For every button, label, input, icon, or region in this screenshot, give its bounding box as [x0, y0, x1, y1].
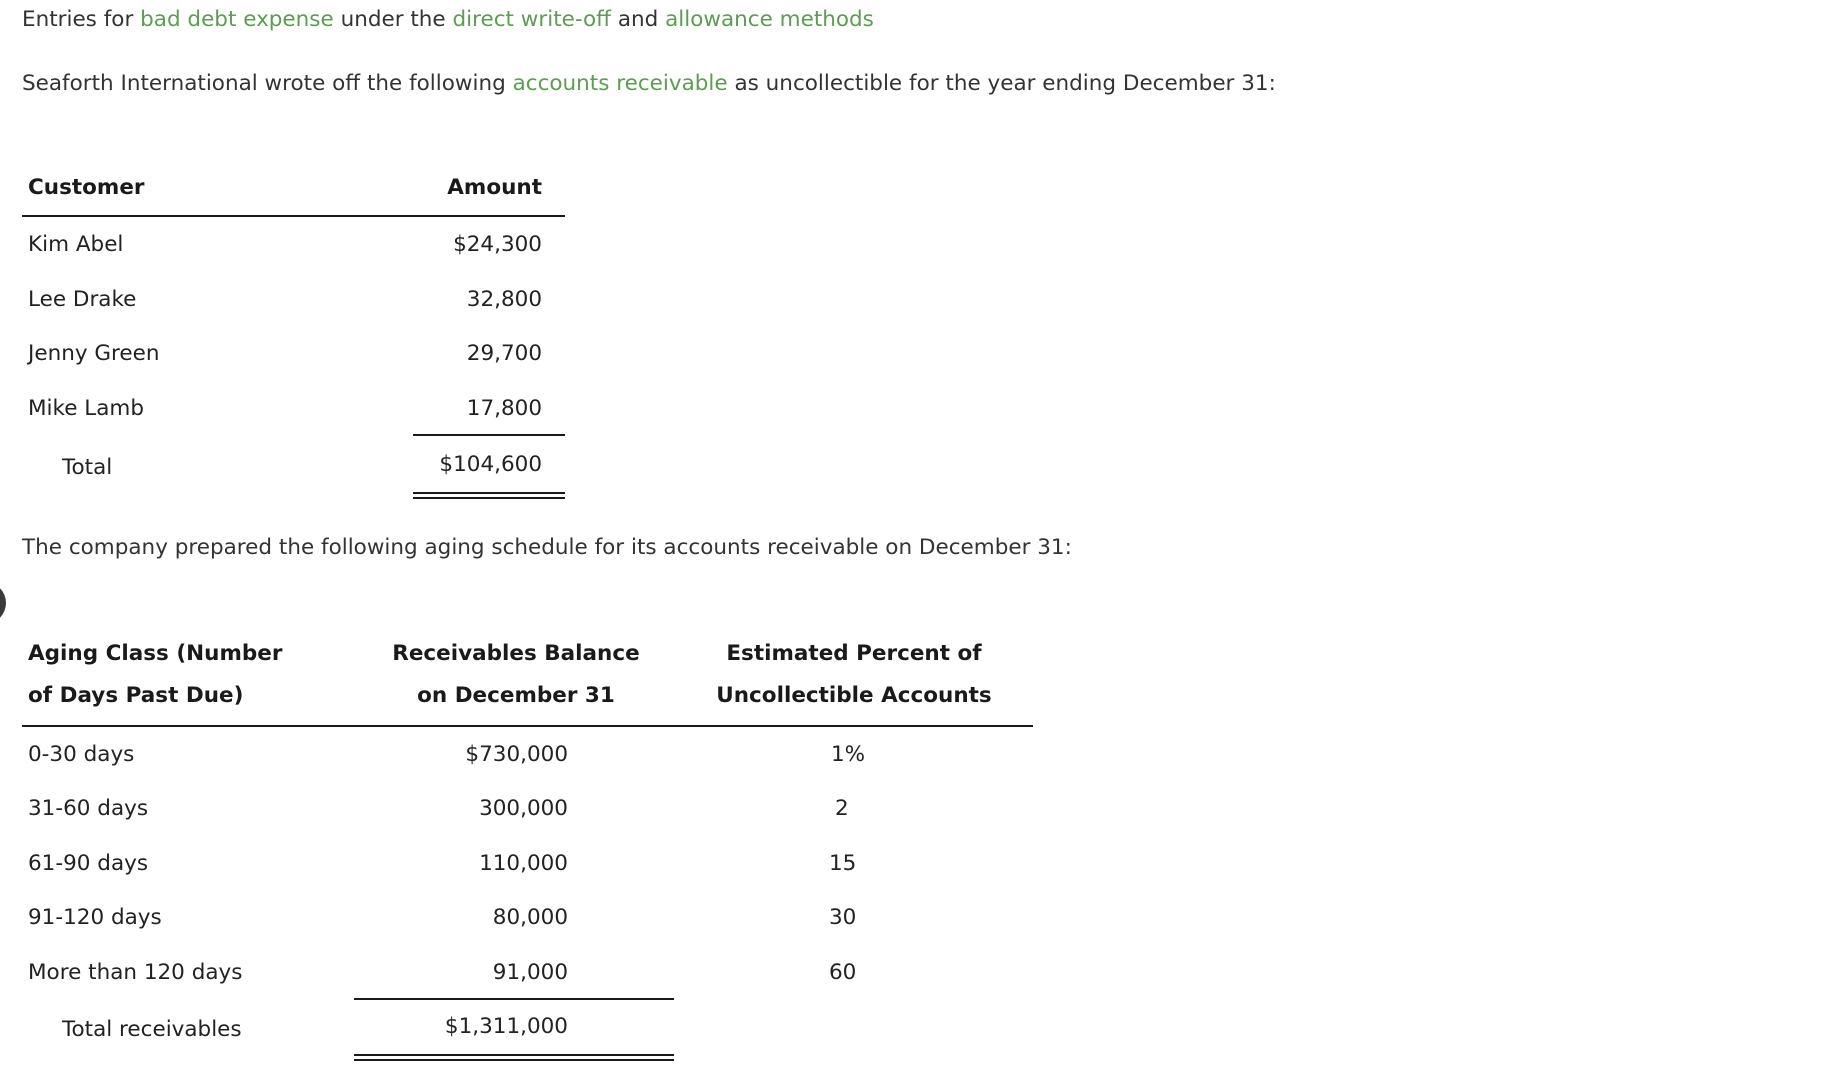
allowance-methods-link[interactable]: allowance methods: [665, 7, 874, 32]
header-rule: [22, 215, 565, 217]
balance-header-line2: on December 31: [417, 683, 615, 708]
aging-intro-paragraph: The company prepared the following aging schedule for its accounts receivable on December 31:: [22, 535, 1072, 560]
writeoff-row-amount: 29,700: [466, 341, 542, 366]
side-tab-handle[interactable]: [0, 582, 6, 624]
customer-header: Customer: [28, 175, 145, 200]
aging-row-percent: 1%: [831, 742, 866, 767]
writeoff-row-customer: Kim Abel: [28, 232, 124, 257]
aging-total-double-rule: [354, 1054, 674, 1061]
title-text-2: under the: [333, 7, 453, 32]
aging-row-class: 31-60 days: [28, 796, 149, 821]
aging-row-balance: 80,000: [492, 905, 568, 930]
title-text-3: and: [610, 7, 666, 32]
writeoff-row-amount: 17,800: [466, 396, 542, 421]
intro-text-1: Seaforth International wrote off the following: [22, 71, 513, 96]
writeoff-row-amount: 32,800: [466, 287, 542, 312]
direct-write-off-link[interactable]: direct write-off: [452, 7, 611, 32]
aging-row-balance: 300,000: [479, 796, 568, 821]
aging-row-class: 61-90 days: [28, 851, 149, 876]
total-rule: [413, 434, 565, 436]
aging-row-balance: 110,000: [479, 851, 568, 876]
writeoff-row-customer: Mike Lamb: [28, 396, 145, 421]
writeoff-total-value: $104,600: [439, 452, 542, 477]
intro-text-2: as uncollectible for the year ending December 31:: [727, 71, 1276, 96]
title-text-1: Entries for: [22, 7, 141, 32]
accounts-receivable-link[interactable]: accounts receivable: [512, 71, 728, 96]
bad-debt-expense-link[interactable]: bad debt expense: [140, 7, 334, 32]
writeoff-total-label: Total: [62, 455, 113, 480]
aging-row-class: 91-120 days: [28, 905, 162, 930]
aging-row-percent: 60: [829, 960, 857, 985]
percent-header-line2: Uncollectible Accounts: [716, 683, 992, 708]
page-title: [22, 7, 874, 33]
writeoff-row-customer: Lee Drake: [28, 287, 137, 312]
aging-row-percent: 2: [835, 796, 849, 821]
writeoff-row-amount: $24,300: [453, 232, 542, 257]
aging-total-label: Total receivables: [62, 1017, 242, 1042]
aging-total-rule: [354, 998, 674, 1000]
aging-row-balance: $730,000: [465, 742, 568, 767]
aging-row-balance: 91,000: [492, 960, 568, 985]
amount-header: Amount: [447, 175, 542, 200]
aging-row-class: More than 120 days: [28, 960, 243, 985]
intro-paragraph: [22, 71, 1276, 97]
aging-row-percent: 15: [829, 851, 857, 876]
percent-header-line1: Estimated Percent of: [726, 641, 982, 666]
aging-class-header-line2: of Days Past Due): [28, 683, 244, 708]
aging-row-class: 0-30 days: [28, 742, 135, 767]
aging-header-rule: [22, 725, 1033, 727]
aging-row-percent: 30: [829, 905, 857, 930]
balance-header-line1: Receivables Balance: [392, 641, 640, 666]
aging-total-value: $1,311,000: [444, 1014, 568, 1039]
total-double-rule: [413, 492, 565, 499]
writeoff-row-customer: Jenny Green: [28, 341, 160, 366]
aging-class-header-line1: Aging Class (Number: [28, 641, 283, 666]
